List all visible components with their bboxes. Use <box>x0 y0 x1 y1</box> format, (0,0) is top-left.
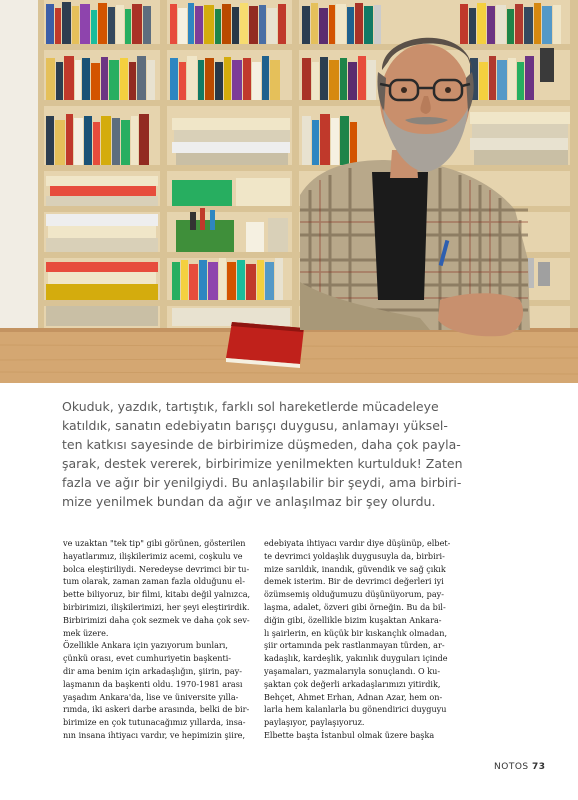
page-footer <box>494 762 546 772</box>
body-line: diğin gibi, özellikle bizim kuşaktan Ankara- <box>264 614 442 625</box>
pull-quote-line: Okuduk, yazdık, tartıştık, farklı sol hareketlerde mücadeleye <box>62 399 439 414</box>
page-number: 73 <box>532 762 546 772</box>
body-line: çünkü orası, evet cumhuriyetin başkenti- <box>63 653 232 664</box>
body-line: edebiyata ihtiyacı vardır diye düşünüp, elbet- <box>264 538 451 548</box>
body-line: birbirimizi, ilişkilerimizi, her şeyi eleştirirdik. <box>63 601 250 612</box>
body-line: laşmanın da başkenti oldu. 1970-1981 arası <box>63 678 243 689</box>
body-line: kadaşlık, kardeşlik, yakınlık duyguları içinde <box>264 653 448 664</box>
body-line: tum olarak, zaman zaman fazla olduğunu el- <box>63 576 245 587</box>
body-line: mize sarıldık, inandık, güvendik ve sağ çıkık <box>264 563 446 574</box>
body-line: te devrimci yoldaşlık duygusuyla da, birbiri- <box>264 550 445 561</box>
body-column-left <box>63 537 259 742</box>
body-line: birimize en çok tutunacağımız yıllarda, insa- <box>63 717 246 728</box>
body-line: dir ama benim için arkadaşlığın, şiirin, pay- <box>63 665 242 676</box>
body-line: laşma, adalet, özveri gibi örneğin. Bu da bil- <box>264 601 446 612</box>
body-line: mek üzere. <box>63 627 109 638</box>
body-line: bolca eleştiriliydi. Neredeyse devrimci bir tu- <box>63 563 250 574</box>
pull-quote-line: ten katkısı sayesinde de birbirimize düşmeden, daha çok payla- <box>62 437 461 452</box>
body-line: yaşadım Ankara'da, lise ve üniversite yılla- <box>63 691 239 702</box>
body-line: demek isterim. Bir de devrimci değerleri iyi <box>264 576 444 587</box>
body-line: şaktan çok değerli arkadaşlarımızı yitirdik, <box>264 678 441 689</box>
pull-quote-line: katıldık, sanatın edebiyatın barışçı duygusu, anlamayı yüksel- <box>62 418 448 433</box>
body-line: hayatlarımız, ilişkilerimiz acemi, coşkulu ve <box>63 550 243 561</box>
body-line: Birbirimizi daha çok sezmek ve daha çok sev- <box>63 614 250 625</box>
body-line: bette biliyoruz, bir filmi, kitabı değil yalnızca, <box>63 589 251 600</box>
magazine-name: NOTOS <box>494 762 529 772</box>
body-column-right <box>264 537 460 742</box>
body-line: şiir ortamında pek rastlanmayan türden, ar- <box>264 640 445 651</box>
body-line: Behçet, Ahmet Erhan, Adnan Azar, hem on- <box>264 691 443 702</box>
pull-quote-line: mize yenilmek bundan da ağır ve anlaşılmaz bir şey olurdu. <box>62 494 436 509</box>
portrait-photo <box>0 0 578 383</box>
body-line: larla hem kalanlarla bu gönendirici duyguyu <box>264 704 447 715</box>
body-line: Özellikle Ankara için yazıyorum bunları, <box>63 640 228 651</box>
body-line: lı şairlerin, en küçük bir kıskançlık olmadan, <box>264 627 448 638</box>
body-line: yaşamaları, yazmalarıyla sonuçlandı. O ku- <box>264 665 441 676</box>
body-line: rımda, iki askeri darbe arasında, belki de bir- <box>63 704 250 715</box>
body-line: nın insana ihtiyacı vardır, ve hepimizin şiire, <box>63 729 246 740</box>
body-line: özümsemiş olduğumuzu düşünüyorum, pay- <box>264 589 444 600</box>
body-line: ve uzaktan "tek tip" gibi görünen, gösterilen <box>63 538 246 548</box>
body-line: paylaşıyor, paylaşıyoruz. <box>264 717 365 728</box>
body-line: Elbette başta İstanbul olmak üzere başka <box>264 729 435 740</box>
pull-quote <box>62 397 532 511</box>
pull-quote-line: şarak, destek vererek, birbirimize yenilmekten kurtulduk! Zaten <box>62 456 463 471</box>
pull-quote-line: fazla ve ağır bir yenilgiydi. Bu anlaşılabilir bir şeydi, ama birbiri- <box>62 475 462 490</box>
